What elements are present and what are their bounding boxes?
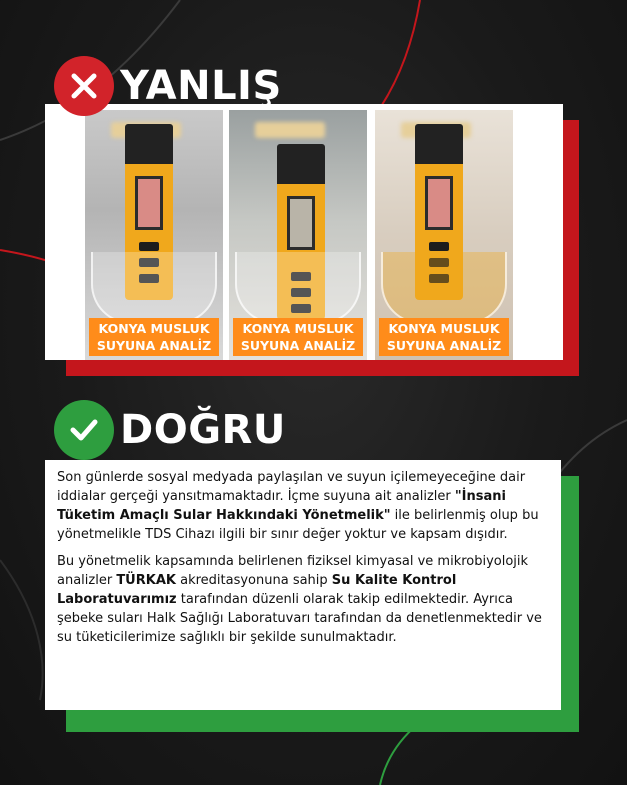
check-mark-icon	[54, 400, 114, 460]
right-title: DOĞRU	[120, 407, 286, 453]
photo-caption: KONYA MUSLUK SUYUNA ANALİZ	[89, 318, 219, 356]
photo-caption: KONYA MUSLUK SUYUNA ANALİZ	[379, 318, 509, 356]
tds-meter-photo	[229, 110, 367, 360]
tds-meter-photo	[85, 110, 223, 360]
photo-caption: KONYA MUSLUK SUYUNA ANALİZ	[233, 318, 363, 356]
tds-meter-photo	[375, 110, 513, 360]
explanation-card	[45, 460, 561, 710]
right-heading	[54, 400, 286, 460]
wrong-title: YANLIŞ	[120, 63, 282, 109]
wrong-heading	[54, 56, 282, 116]
paragraph-2: Bu yönetmelik kapsamında belirlenen fiziksel kimyasal ve mikrobiyolojik analizler TÜRKAK akreditasyonuna sahip Su Kalite Kontrol Laboratuvarımız tarafından düzenli olarak takip edilmektedir. Ayrıca şebeke suları Halk Sağlığı Laboratuvarı tarafından da denetlenmektedir ve su tüketicilerimize sağlıklı bir şekilde sunulmaktadır.	[57, 554, 542, 645]
paragraph-1: Son günlerde sosyal medyada paylaşılan ve suyun içilemeyeceğine dair iddialar gerçeği yansıtmamaktadır. İçme suyuna ait analizler "İnsani Tüketim Amaçlı Sular Hakkındaki Yönetmelik" ile belirlenmiş olup bu yönetmelikle TDS Cihazı ilgili bir sınır değer yoktur ve kapsam dışıdır.	[57, 470, 539, 542]
x-mark-icon	[54, 56, 114, 116]
wrong-photos-card	[45, 104, 563, 360]
